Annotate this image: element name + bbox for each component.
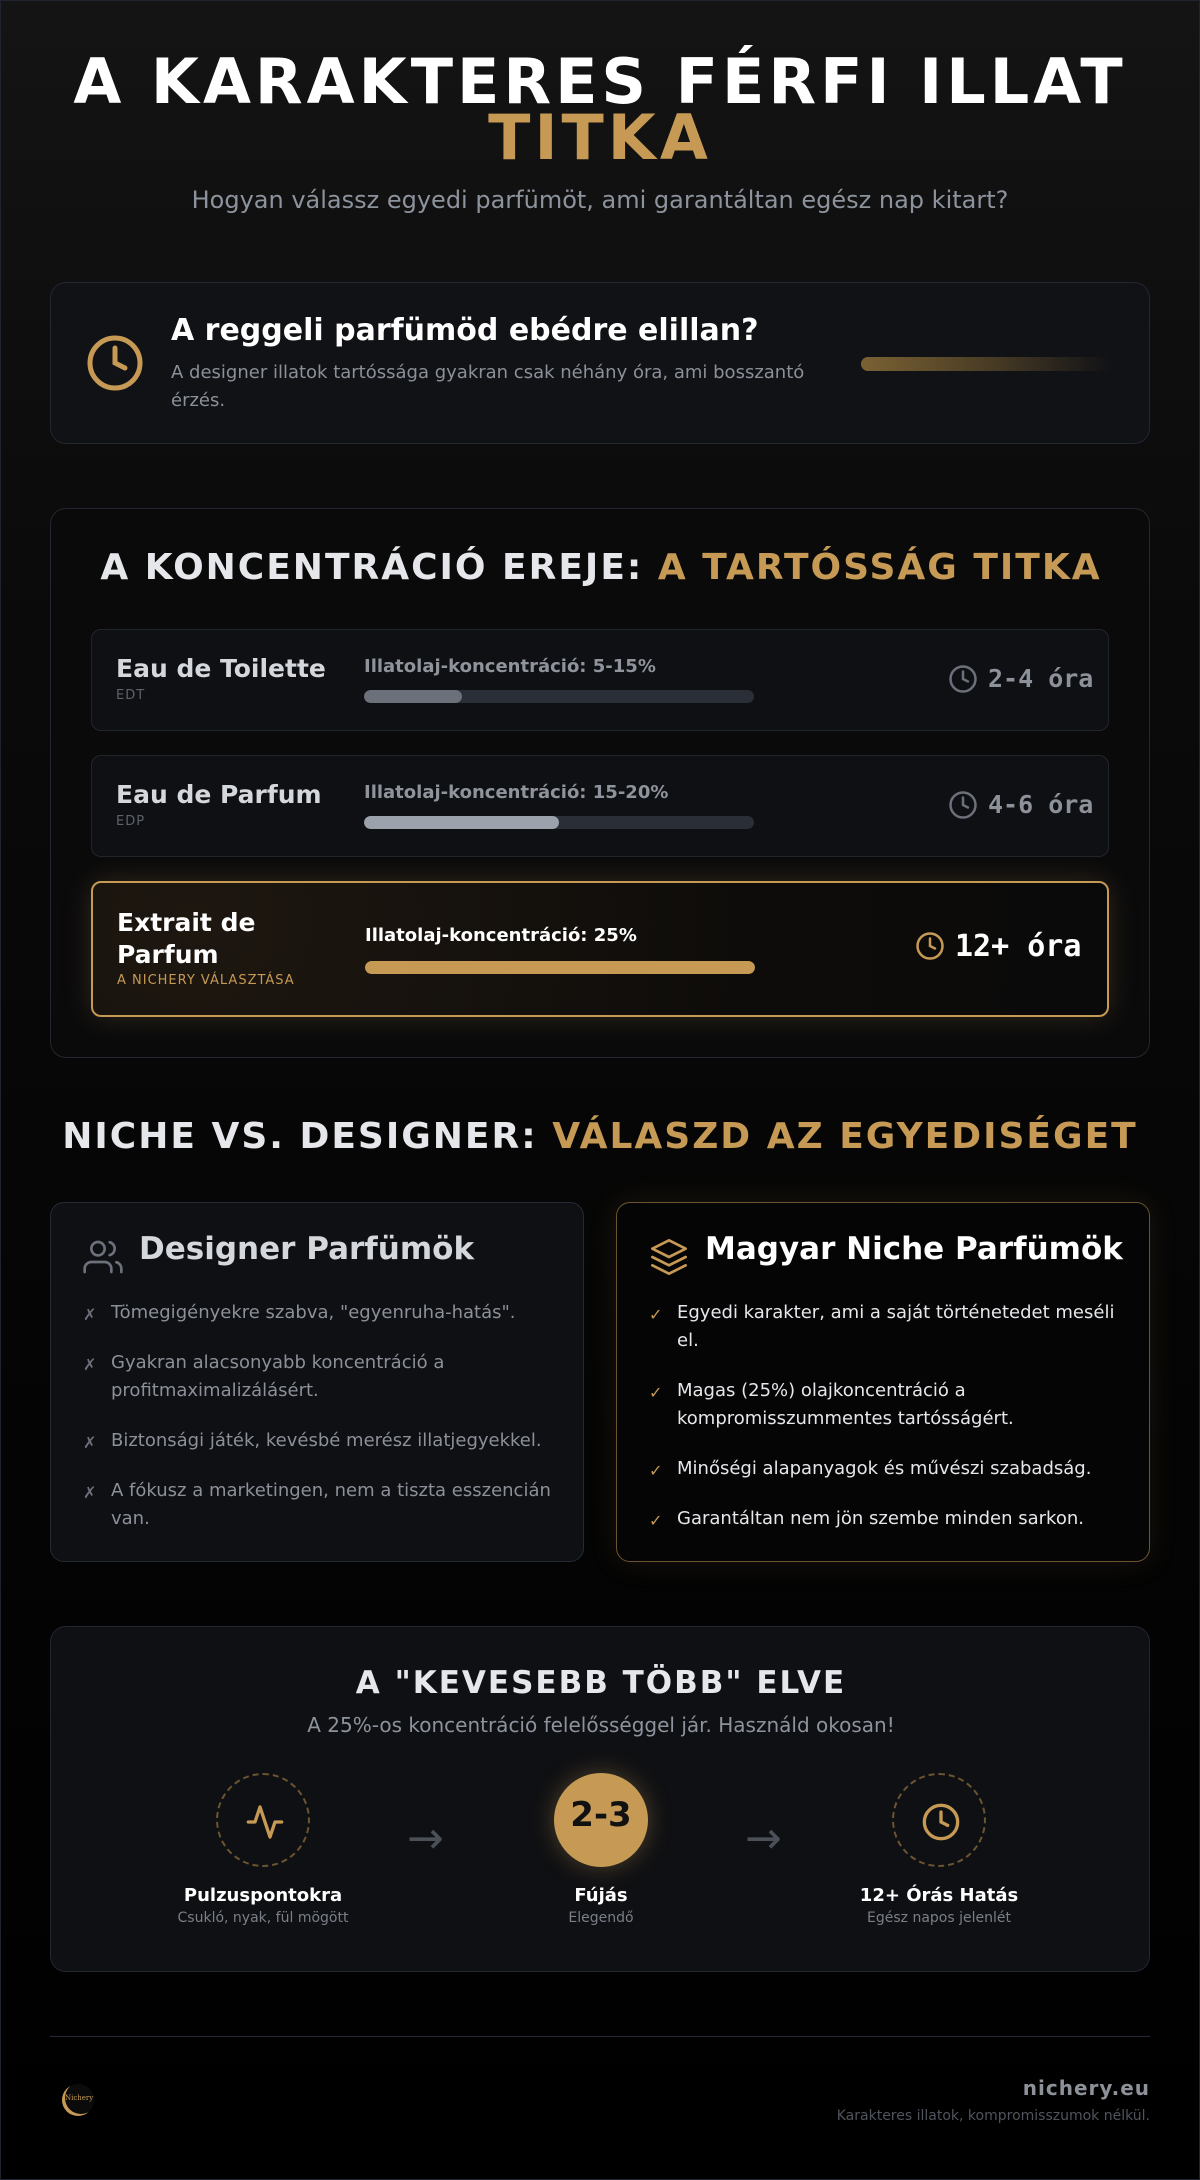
step-circle xyxy=(892,1773,986,1867)
step-title: Pulzuspontokra xyxy=(183,1885,343,1906)
comparison-title-main: NICHE VS. DESIGNER: xyxy=(62,1116,553,1157)
list-item xyxy=(83,1477,563,1533)
niche-list xyxy=(649,1299,1129,1555)
less-is-more-section xyxy=(50,1626,1150,1972)
step-sprays xyxy=(471,1773,731,1926)
check-icon: ✓ xyxy=(649,1305,663,1324)
check-icon: ✓ xyxy=(649,1383,663,1402)
designer-title: Designer Parfümök xyxy=(139,1231,475,1267)
cross-icon: ✗ xyxy=(83,1433,97,1452)
concentration-row-extrait xyxy=(91,881,1109,1017)
problem-card xyxy=(50,282,1150,444)
row-time: 4-6 óra xyxy=(988,790,1094,819)
brand-logo[interactable] xyxy=(62,2084,94,2116)
concentration-section xyxy=(50,508,1150,1058)
step-desc: Egész napos jelenlét xyxy=(867,1910,1011,1926)
row-label: Illatolaj-koncentráció: 25% xyxy=(365,925,637,946)
clock-icon xyxy=(948,664,978,694)
concentration-bar xyxy=(364,690,754,703)
concentration-title xyxy=(51,547,1151,588)
step-number: 2-3 xyxy=(570,1795,632,1835)
arrow-right-icon: → xyxy=(407,1813,444,1864)
row-label: Illatolaj-koncentráció: 15-20% xyxy=(364,782,669,803)
list-item-text: Gyakran alacsonyabb koncentráció a profitmaximalizálásért. xyxy=(111,1352,445,1401)
concentration-bar-fill xyxy=(364,690,462,703)
users-icon xyxy=(83,1237,123,1277)
concentration-title-accent: A TARTÓSSÁG TITKA xyxy=(657,547,1102,588)
list-item-text: Tömegigényekre szabva, "egyenruha-hatás". xyxy=(111,1302,516,1323)
concentration-bar xyxy=(364,816,754,829)
concentration-bar-fill xyxy=(364,816,559,829)
check-icon: ✓ xyxy=(649,1461,663,1480)
list-item-text: Garantáltan nem jön szembe minden sarkon. xyxy=(677,1508,1084,1529)
list-item xyxy=(83,1349,563,1405)
step-desc: Csukló, nyak, fül mögött xyxy=(177,1910,349,1926)
niche-column xyxy=(616,1202,1150,1562)
row-label: Illatolaj-koncentráció: 5-15% xyxy=(364,656,656,677)
less-subtitle: A 25%-os koncentráció felelősséggel jár. Használd okosan! xyxy=(307,1713,895,1737)
pulse-icon xyxy=(245,1802,285,1842)
row-name: Eau de Parfum xyxy=(116,780,322,809)
list-item xyxy=(649,1505,1129,1533)
clock-icon xyxy=(948,790,978,820)
concentration-title-main: A KONCENTRÁCIÓ EREJE: xyxy=(100,547,658,588)
concentration-row-edp xyxy=(91,755,1109,857)
designer-column xyxy=(50,1202,584,1562)
list-item-text: Minőségi alapanyagok és művészi szabadság. xyxy=(677,1458,1092,1479)
clock-icon xyxy=(85,333,145,393)
designer-list xyxy=(83,1299,563,1555)
comparison-title xyxy=(0,1116,1200,1157)
check-icon: ✓ xyxy=(649,1511,663,1530)
row-time: 12+ óra xyxy=(955,929,1082,964)
list-item xyxy=(649,1299,1129,1355)
comparison-title-accent: VÁLASZD AZ EGYEDISÉGET xyxy=(552,1116,1138,1157)
concentration-bar xyxy=(365,961,755,974)
list-item xyxy=(83,1427,563,1455)
step-circle xyxy=(216,1773,310,1867)
list-item xyxy=(649,1455,1129,1483)
fading-bar xyxy=(861,357,1111,371)
hero-subtitle: Hogyan válassz egyedi parfümöt, ami garantáltan egész nap kitart? xyxy=(191,186,1009,214)
step-circle xyxy=(554,1773,648,1867)
niche-title: Magyar Niche Parfümök xyxy=(705,1231,1123,1267)
row-name: Extrait de Parfum xyxy=(117,908,256,969)
problem-text: A designer illatok tartóssága gyakran csak néhány óra, ami bosszantó érzés. xyxy=(171,362,805,411)
arrow-right-icon: → xyxy=(745,1813,782,1864)
cross-icon: ✗ xyxy=(83,1483,97,1502)
row-time: 2-4 óra xyxy=(988,664,1094,693)
step-desc: Elegendő xyxy=(568,1910,634,1926)
problem-title: A reggeli parfümöd ebédre elillan? xyxy=(171,313,759,348)
list-item xyxy=(649,1377,1129,1433)
step-title: 12+ Órás Hatás xyxy=(859,1885,1019,1906)
list-item-text: Biztonsági játék, kevésbé merész illatjegyekkel. xyxy=(111,1430,542,1451)
layers-icon xyxy=(649,1237,689,1277)
list-item xyxy=(83,1299,563,1327)
logo-text: Nichery xyxy=(65,2094,94,2102)
list-item-text: Egyedi karakter, ami a saját történetedet meséli el. xyxy=(677,1302,1115,1351)
cross-icon: ✗ xyxy=(83,1305,97,1324)
step-title: Fújás xyxy=(574,1885,628,1906)
row-abbr: EDT xyxy=(116,688,146,703)
clock-icon xyxy=(921,1802,961,1842)
row-abbr: EDP xyxy=(116,814,146,829)
hero-title-line1: A KARAKTERES FÉRFI ILLAT xyxy=(73,45,1127,118)
hero-title-line2: TITKA xyxy=(488,101,712,174)
row-badge: A NICHERY VÁLASZTÁSA xyxy=(117,973,295,988)
list-item-text: Magas (25%) olajkoncentráció a kompromisszummentes tartósságért. xyxy=(677,1380,1014,1429)
clock-icon xyxy=(915,931,945,961)
footer-divider xyxy=(50,2036,1150,2037)
less-title: A "KEVESEBB TÖBB" ELVE xyxy=(355,1665,847,1701)
footer-tagline: Karakteres illatok, kompromisszumok nélkül. xyxy=(836,2108,1150,2124)
concentration-row-edt xyxy=(91,629,1109,731)
row-name: Eau de Toilette xyxy=(116,654,326,683)
cross-icon: ✗ xyxy=(83,1355,97,1374)
step-pulse-points xyxy=(133,1773,393,1926)
list-item-text: A fókusz a marketingen, nem a tiszta esszencián van. xyxy=(111,1480,551,1529)
step-effect xyxy=(809,1773,1069,1926)
site-link[interactable]: nichery.eu xyxy=(1022,2076,1150,2100)
concentration-bar-fill xyxy=(365,961,755,974)
